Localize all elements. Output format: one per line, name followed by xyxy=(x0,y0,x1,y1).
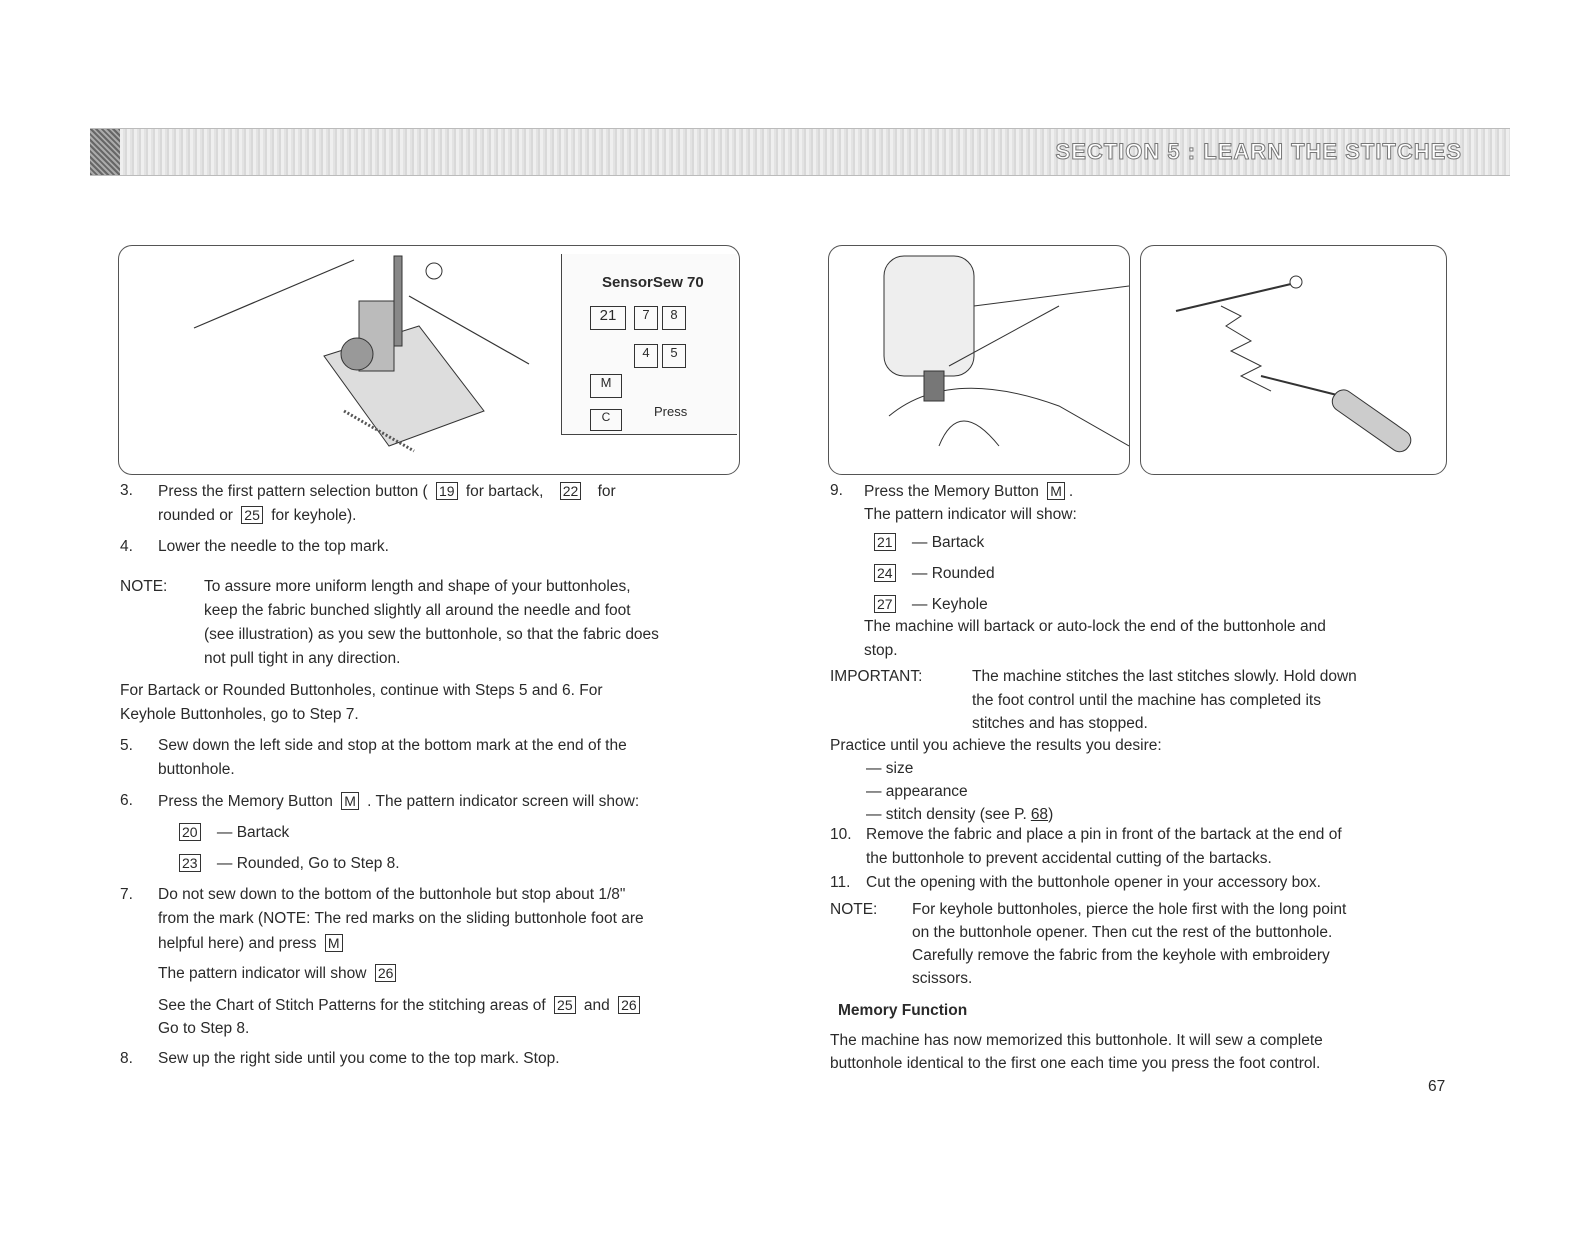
practice-item-appearance: — appearance xyxy=(866,783,968,800)
step-9-line-4: stop. xyxy=(864,642,898,659)
key-5: 5 xyxy=(662,344,686,368)
step-7-number: 7. xyxy=(120,886,133,903)
note-right-line-3: Carefully remove the fabric from the keyhole with embroidery xyxy=(912,947,1330,964)
step-9-number: 9. xyxy=(830,482,843,499)
step-10-line-2: the buttonhole to prevent accidental cutting of the bartacks. xyxy=(866,850,1272,867)
memory-function-line-1: The machine has now memorized this buttonhole. It will sew a complete xyxy=(830,1032,1323,1049)
key-8: 8 xyxy=(662,306,686,330)
density-text-c: ) xyxy=(1048,806,1054,823)
practice-item-size: — size xyxy=(866,760,914,777)
figure-sewing-hands xyxy=(828,245,1130,475)
step-9-line-3: The machine will bartack or auto-lock the end of the buttonhole and xyxy=(864,618,1326,635)
memory-box-3: M xyxy=(1047,482,1065,500)
important-line-3: stitches and has stopped. xyxy=(972,715,1148,732)
para-line-1: For Bartack or Rounded Buttonholes, continue with Steps 5 and 6. For xyxy=(120,682,603,699)
important-line-1: The machine stitches the last stitches slowly. Hold down xyxy=(972,668,1357,685)
note-left-line-4: not pull tight in any direction. xyxy=(204,650,401,667)
note-label-right: NOTE: xyxy=(830,901,878,918)
step-3-text-f: for keyhole). xyxy=(271,507,357,524)
step-6-item-1-text: — Bartack xyxy=(216,824,290,841)
step-7-line-6: Go to Step 8. xyxy=(158,1020,250,1037)
important-line-2: the foot control until the machine has completed its xyxy=(972,692,1321,709)
header-texture xyxy=(90,129,120,175)
key-21: 21 xyxy=(590,306,626,330)
step-6-line xyxy=(158,792,639,811)
pattern-box-21: 21 xyxy=(874,533,896,551)
step-3-text-e: rounded or xyxy=(158,507,233,524)
practice-line: Practice until you achieve the results you desire: xyxy=(830,737,1162,754)
step-9-item-2-text: — Rounded xyxy=(911,565,995,582)
note-left-line-1: To assure more uniform length and shape of your buttonholes, xyxy=(204,578,631,595)
memory-function-line-2: buttonhole identical to the first one each time you press the foot control. xyxy=(830,1055,1321,1072)
step-3-text-a: Press the first pattern selection button ( xyxy=(158,483,428,500)
page-number: 67 xyxy=(1428,1078,1446,1095)
step-9-item-3 xyxy=(870,595,988,614)
step-6-item-2-text: — Rounded, Go to Step 8. xyxy=(216,855,400,872)
step-7-line-1: Do not sew down to the bottom of the buttonhole but stop about 1/8" xyxy=(158,886,626,903)
note-label-left: NOTE: xyxy=(120,578,168,595)
step-4-number: 4. xyxy=(120,538,133,555)
note-left-line-2: keep the fabric bunched slightly all around the needle and foot xyxy=(204,602,631,619)
step-7-line-3 xyxy=(158,934,347,953)
opener-illustration xyxy=(1141,246,1446,474)
pattern-box-24: 24 xyxy=(874,564,896,582)
step-6-text-c: . The pattern indicator screen will show: xyxy=(367,793,640,810)
key-7: 7 xyxy=(634,306,658,330)
step-3-line-1 xyxy=(158,482,738,501)
memory-function-title: Memory Function xyxy=(838,1002,968,1019)
step-6-number: 6. xyxy=(120,792,133,809)
note-left-line-3: (see illustration) as you sew the buttonhole, so that the fabric does xyxy=(204,626,659,643)
para-line-2: Keyhole Buttonholes, go to Step 7. xyxy=(120,706,359,723)
step-3-line-2 xyxy=(158,506,356,525)
density-text-a: — stitch density (see P. xyxy=(866,806,1027,823)
note-right-line-1: For keyhole buttonholes, pierce the hole first with the long point xyxy=(912,901,1347,918)
step-10-number: 10. xyxy=(830,826,852,843)
memory-box: M xyxy=(341,792,359,810)
figure-buttonhole-opener xyxy=(1140,245,1447,475)
step-9-text-a: Press the Memory Button xyxy=(864,483,1039,500)
step-7-and: and xyxy=(583,997,610,1014)
pattern-box-26: 26 xyxy=(375,964,397,982)
step-6-item-1 xyxy=(175,823,289,842)
step-9-item-3-text: — Keyhole xyxy=(911,596,988,613)
press-label: Press xyxy=(654,404,688,419)
practice-item-density xyxy=(866,806,1053,824)
step-9-item-1-text: — Bartack xyxy=(911,534,985,551)
step-5-number: 5. xyxy=(120,737,133,754)
step-7-text-3: helpful here) and press xyxy=(158,935,317,952)
important-label: IMPORTANT: xyxy=(830,668,923,685)
pattern-box-26b: 26 xyxy=(618,996,640,1014)
step-3-number: 3. xyxy=(120,482,133,499)
pattern-box-20: 20 xyxy=(179,823,201,841)
note-right-line-2: on the buttonhole opener. Then cut the rest of the buttonhole. xyxy=(912,924,1333,941)
panel-title: SensorSew 70 xyxy=(602,274,704,291)
note-right-line-4: scissors. xyxy=(912,970,973,987)
step-8-number: 8. xyxy=(120,1050,133,1067)
memory-box-2: M xyxy=(325,934,343,952)
key-memory: M xyxy=(590,374,622,398)
density-page-link: 68 xyxy=(1030,806,1049,823)
step-7-line-2: from the mark (NOTE: The red marks on the sliding buttonhole foot are xyxy=(158,910,644,927)
sewing-machine-illustration xyxy=(829,246,1129,474)
step-5-line-2: buttonhole. xyxy=(158,761,235,778)
step-6-text-a: Press the Memory Button xyxy=(158,793,333,810)
figure-buttonhole-foot xyxy=(118,245,740,475)
pattern-box-25b: 25 xyxy=(554,996,576,1014)
key-clear: C xyxy=(590,409,622,431)
pattern-box-22: 22 xyxy=(560,482,582,500)
step-7-text-4: The pattern indicator will show xyxy=(158,965,367,982)
section-title: SECTION 5 : LEARN THE STITCHES xyxy=(1055,139,1462,164)
section-header-band xyxy=(90,128,1510,176)
step-11-number: 11. xyxy=(830,874,851,891)
step-11-text: Cut the opening with the buttonhole opener in your accessory box. xyxy=(866,874,1321,891)
step-8-text: Sew up the right side until you come to the top mark. Stop. xyxy=(158,1050,560,1067)
step-7-line-4 xyxy=(158,964,400,983)
step-6-item-2 xyxy=(175,854,400,873)
pattern-box-25: 25 xyxy=(241,506,263,524)
step-3-text-c: for bartack, xyxy=(465,483,544,500)
step-4-text: Lower the needle to the top mark. xyxy=(158,538,389,555)
step-9-line-2: The pattern indicator will show: xyxy=(864,506,1077,523)
pattern-box-27: 27 xyxy=(874,595,896,613)
step-3-text-d: for xyxy=(597,483,616,500)
step-7-text-5: See the Chart of Stitch Patterns for the stitching areas of xyxy=(158,997,546,1014)
pattern-box-19: 19 xyxy=(436,482,458,500)
step-10-line-1: Remove the fabric and place a pin in front of the bartack at the end of xyxy=(866,826,1342,843)
step-9-item-1 xyxy=(870,533,984,552)
key-4: 4 xyxy=(634,344,658,368)
step-7-line-5 xyxy=(158,996,644,1015)
step-9-line-1: Press the Memory Button M . xyxy=(864,483,1074,500)
control-panel xyxy=(561,254,737,435)
pattern-box-23: 23 xyxy=(179,854,201,872)
step-9-item-2 xyxy=(870,564,995,583)
step-5-line-1: Sew down the left side and stop at the bottom mark at the end of the xyxy=(158,737,627,754)
